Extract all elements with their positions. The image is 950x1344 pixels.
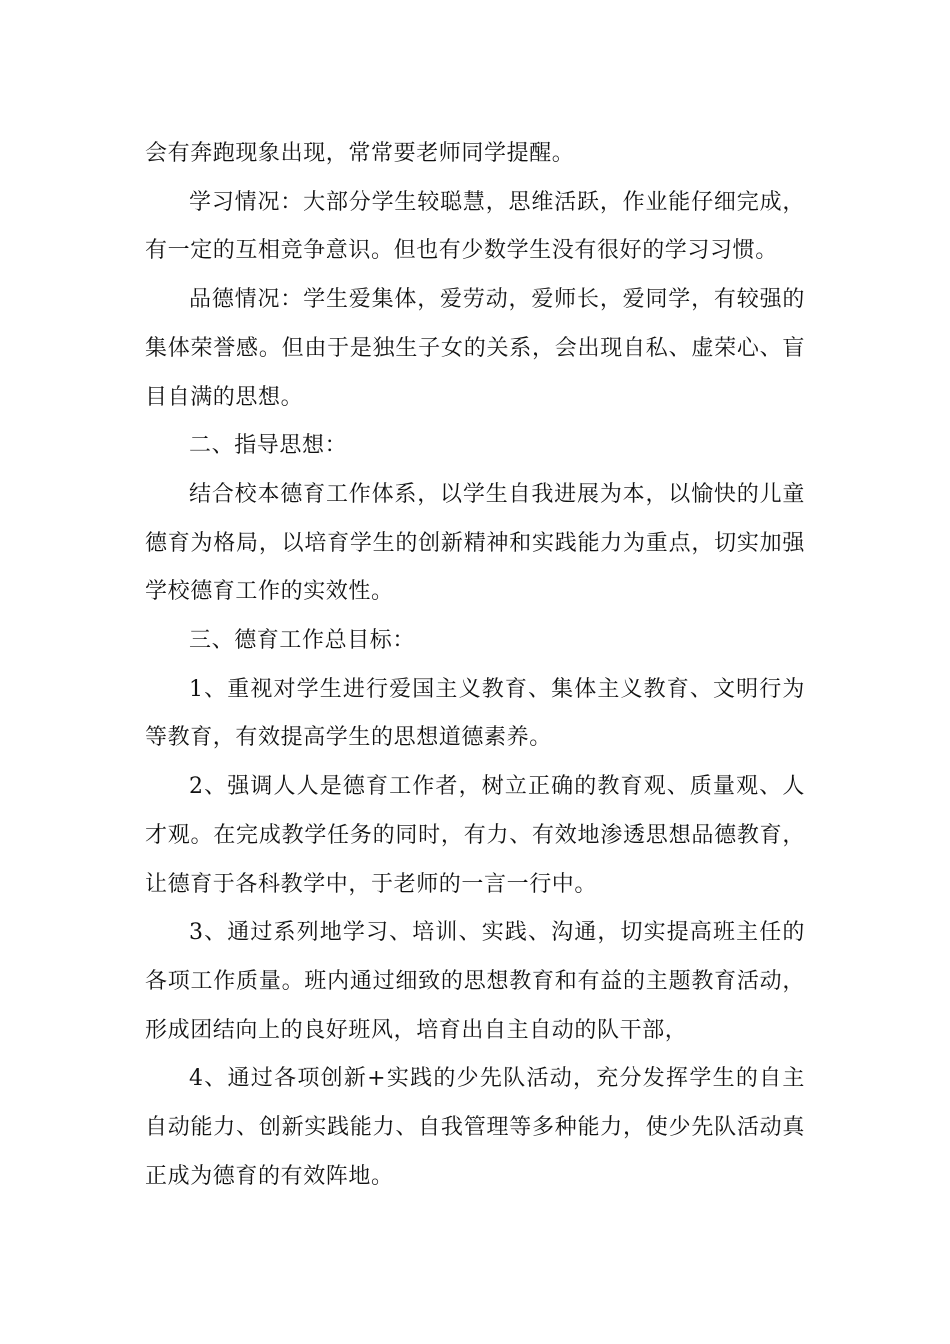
goal-item-3: 3、通过系列地学习、培训、实践、沟通，切实提高班主任的各项工作质量。班内通过细致的思想教育和有益的主题教育活动，形成团结向上的良好班风，培育出自主自动的队干部， bbox=[145, 920, 805, 1043]
paragraph-study-situation: 学习情况：大部分学生较聪慧，思维活跃，作业能仔细完成，有一定的互相竞争意识。但也有少数学生没有很好的学习习惯。 bbox=[145, 189, 805, 264]
paragraph-guiding-thought: 结合校本德育工作体系，以学生自我进展为本，以愉快的儿童德育为格局，以培育学生的创新精神和实践能力为重点，切实加强学校德育工作的实效性。 bbox=[145, 481, 805, 605]
paragraph-continuation: 会有奔跑现象出现，常常要老师同学提醒。 bbox=[145, 141, 575, 166]
heading-guiding-thought: 二、指导思想： bbox=[189, 433, 348, 459]
paragraph-moral-situation: 品德情况：学生爱集体，爱劳动，爱师长，爱同学，有较强的集体荣誉感。但由于是独生子女的关系，会出现自私、虚荣心、盲目自满的思想。 bbox=[145, 287, 805, 410]
goal-item-4: 4、通过各项创新+实践的少先队活动，充分发挥学生的自主自动能力、创新实践能力、自我管理等多种能力，使少先队活动真正成为德育的有效阵地。 bbox=[145, 1066, 805, 1189]
document-body bbox=[145, 130, 805, 1201]
heading-overall-goals: 三、德育工作总目标： bbox=[189, 628, 416, 654]
goal-item-2: 2、强调人人是德育工作者，树立正确的教育观、质量观、人才观。在完成教学任务的同时，有力、有效地渗透思想品德教育，让德育于各科教学中，于老师的一言一行中。 bbox=[145, 774, 805, 897]
goal-item-1: 1、重视对学生进行爱国主义教育、集体主义教育、文明行为等教育，有效提高学生的思想道德素养。 bbox=[145, 676, 805, 751]
